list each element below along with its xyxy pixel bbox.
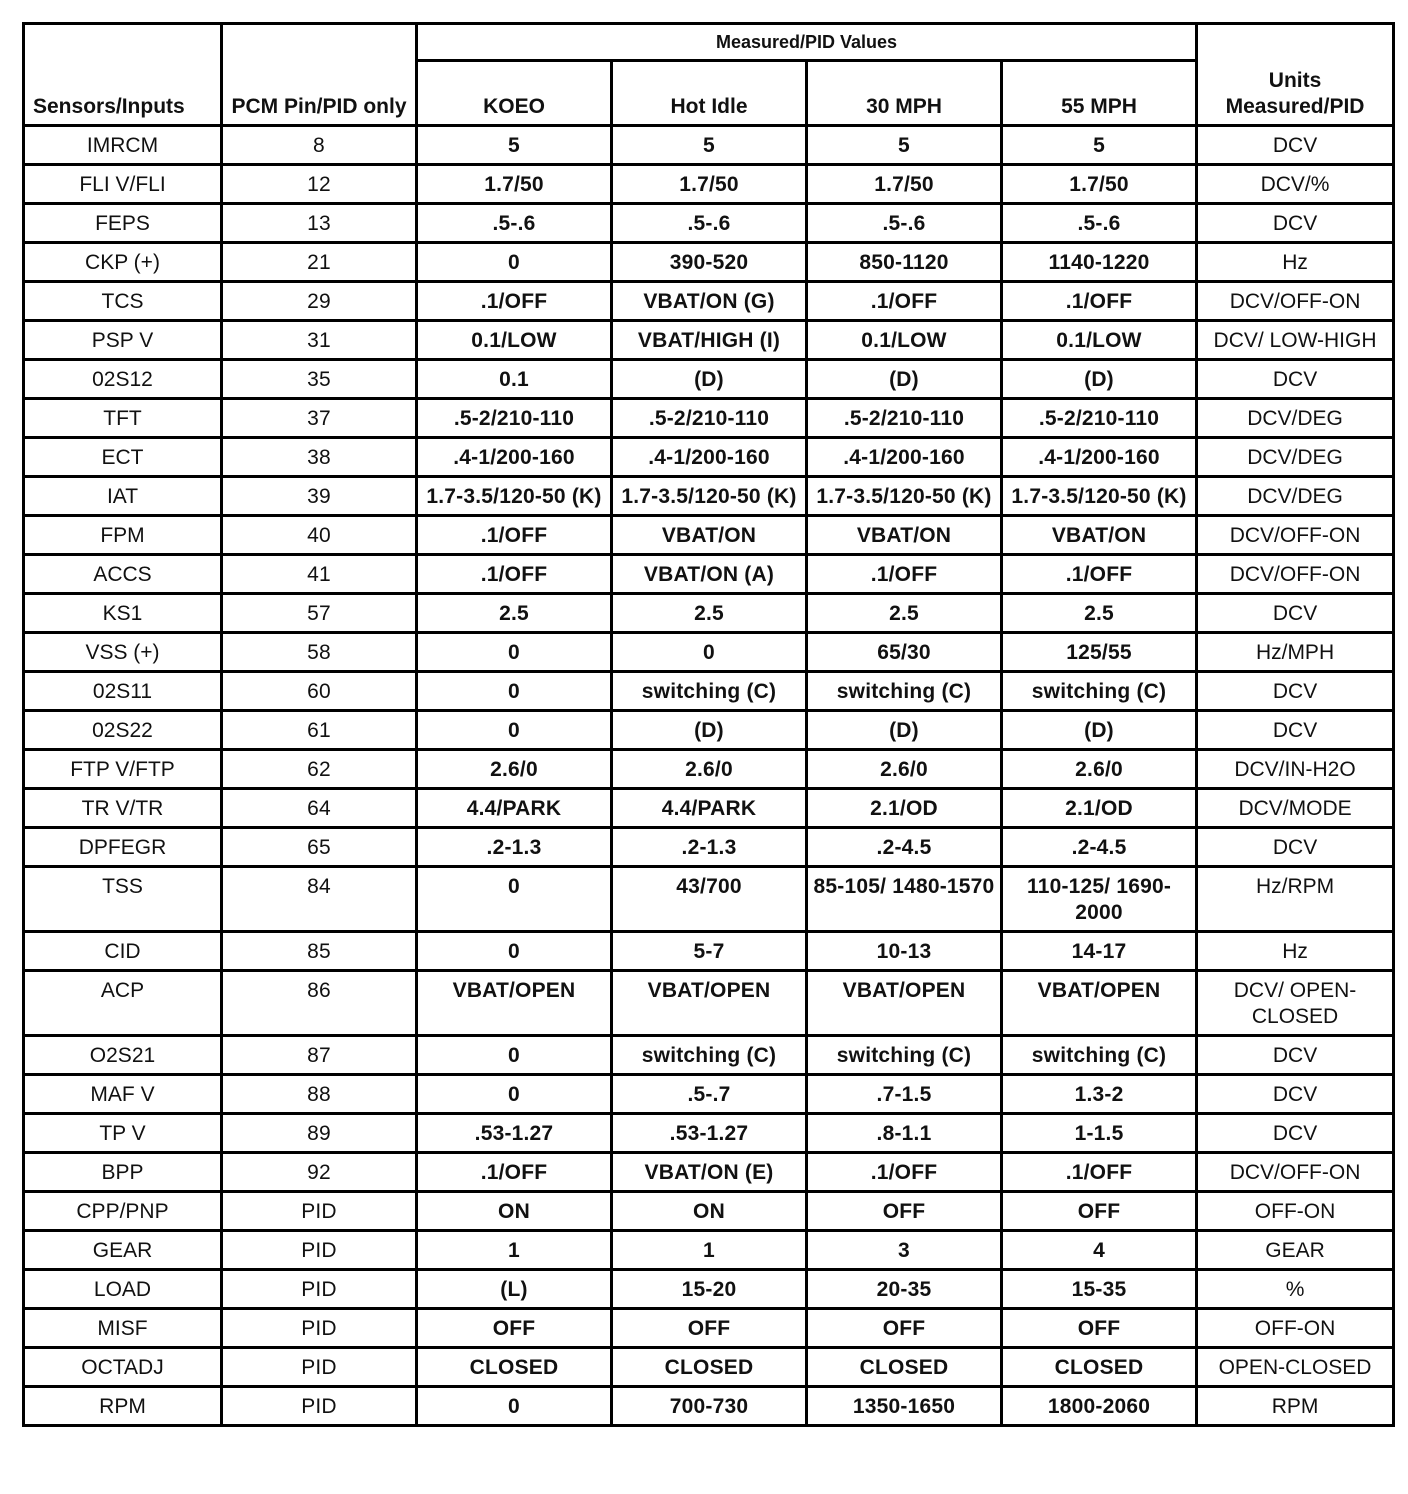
header-row-top xyxy=(24,24,1394,61)
55-mph-cell: .4-1/200-160 xyxy=(1002,438,1197,477)
sensor-cell: IMRCM xyxy=(24,126,222,165)
koeo-cell: 0 xyxy=(417,1036,612,1075)
units-cell: Hz xyxy=(1197,932,1394,971)
sensor-cell: FPM xyxy=(24,516,222,555)
hot-idle-cell: .2-1.3 xyxy=(612,828,807,867)
pin-cell: 58 xyxy=(222,633,417,672)
hot-idle-cell: .53-1.27 xyxy=(612,1114,807,1153)
koeo-cell: .2-1.3 xyxy=(417,828,612,867)
30-mph-cell: 10-13 xyxy=(807,932,1002,971)
pin-cell: 13 xyxy=(222,204,417,243)
hot-idle-cell: .4-1/200-160 xyxy=(612,438,807,477)
hot-idle-cell: 700-730 xyxy=(612,1387,807,1426)
sensor-cell: ACCS xyxy=(24,555,222,594)
table-row xyxy=(24,1075,1394,1114)
sensor-cell: FLI V/FLI xyxy=(24,165,222,204)
30-mph-cell: VBAT/ON xyxy=(807,516,1002,555)
55-mph-cell: 1140-1220 xyxy=(1002,243,1197,282)
koeo-cell: 0 xyxy=(417,1387,612,1426)
30-mph-cell: .1/OFF xyxy=(807,1153,1002,1192)
sensor-cell: MAF V xyxy=(24,1075,222,1114)
koeo-cell: .5-2/210-110 xyxy=(417,399,612,438)
55-mph-cell: CLOSED xyxy=(1002,1348,1197,1387)
30-mph-cell: switching (C) xyxy=(807,672,1002,711)
pin-cell: 61 xyxy=(222,711,417,750)
55-mph-cell: (D) xyxy=(1002,360,1197,399)
table-row xyxy=(24,828,1394,867)
units-cell: DCV/MODE xyxy=(1197,789,1394,828)
pin-cell: 84 xyxy=(222,867,417,932)
pin-cell: 35 xyxy=(222,360,417,399)
table-body xyxy=(24,126,1394,1426)
hot-idle-cell: OFF xyxy=(612,1309,807,1348)
koeo-cell: 1.7/50 xyxy=(417,165,612,204)
units-cell: DCV/DEG xyxy=(1197,477,1394,516)
hot-idle-cell: 2.6/0 xyxy=(612,750,807,789)
55-mph-cell: 1.7/50 xyxy=(1002,165,1197,204)
30-mph-cell: 20-35 xyxy=(807,1270,1002,1309)
units-cell: DCV xyxy=(1197,360,1394,399)
koeo-cell: 0 xyxy=(417,243,612,282)
header-hot-idle: Hot Idle xyxy=(612,61,807,126)
header-units: Units Measured/PID xyxy=(1197,24,1394,126)
hot-idle-cell: 15-20 xyxy=(612,1270,807,1309)
55-mph-cell: .1/OFF xyxy=(1002,282,1197,321)
30-mph-cell: (D) xyxy=(807,360,1002,399)
sensor-cell: TSS xyxy=(24,867,222,932)
header-koeo: KOEO xyxy=(417,61,612,126)
hot-idle-cell: .5-.7 xyxy=(612,1075,807,1114)
55-mph-cell: .2-4.5 xyxy=(1002,828,1197,867)
table-row xyxy=(24,477,1394,516)
pin-cell: 41 xyxy=(222,555,417,594)
koeo-cell: .5-.6 xyxy=(417,204,612,243)
sensor-cell: TR V/TR xyxy=(24,789,222,828)
sensor-cell: LOAD xyxy=(24,1270,222,1309)
pin-cell: 86 xyxy=(222,971,417,1036)
pin-cell: 92 xyxy=(222,1153,417,1192)
55-mph-cell: 2.6/0 xyxy=(1002,750,1197,789)
55-mph-cell: 2.5 xyxy=(1002,594,1197,633)
55-mph-cell: .5-2/210-110 xyxy=(1002,399,1197,438)
sensor-cell: ACP xyxy=(24,971,222,1036)
sensor-cell: DPFEGR xyxy=(24,828,222,867)
table-row xyxy=(24,1387,1394,1426)
hot-idle-cell: 1.7/50 xyxy=(612,165,807,204)
koeo-cell: 0.1 xyxy=(417,360,612,399)
sensor-cell: FEPS xyxy=(24,204,222,243)
55-mph-cell: VBAT/OPEN xyxy=(1002,971,1197,1036)
sensor-cell: GEAR xyxy=(24,1231,222,1270)
koeo-cell: .53-1.27 xyxy=(417,1114,612,1153)
55-mph-cell: 4 xyxy=(1002,1231,1197,1270)
koeo-cell: 0.1/LOW xyxy=(417,321,612,360)
hot-idle-cell: VBAT/HIGH (I) xyxy=(612,321,807,360)
30-mph-cell: 850-1120 xyxy=(807,243,1002,282)
koeo-cell: ON xyxy=(417,1192,612,1231)
sensor-cell: CID xyxy=(24,932,222,971)
table-row xyxy=(24,1309,1394,1348)
units-cell: DCV xyxy=(1197,1036,1394,1075)
table-row xyxy=(24,438,1394,477)
pin-cell: 60 xyxy=(222,672,417,711)
hot-idle-cell: .5-2/210-110 xyxy=(612,399,807,438)
55-mph-cell: 1.7-3.5/120-50 (K) xyxy=(1002,477,1197,516)
units-cell: DCV/ LOW-HIGH xyxy=(1197,321,1394,360)
table-row xyxy=(24,516,1394,555)
units-cell: Hz/MPH xyxy=(1197,633,1394,672)
pin-cell: 57 xyxy=(222,594,417,633)
table-row xyxy=(24,204,1394,243)
koeo-cell: 0 xyxy=(417,932,612,971)
koeo-cell: VBAT/OPEN xyxy=(417,971,612,1036)
hot-idle-cell: VBAT/ON xyxy=(612,516,807,555)
pin-cell: PID xyxy=(222,1192,417,1231)
units-cell: DCV/OFF-ON xyxy=(1197,282,1394,321)
pin-cell: 29 xyxy=(222,282,417,321)
table-row xyxy=(24,1192,1394,1231)
hot-idle-cell: 1 xyxy=(612,1231,807,1270)
30-mph-cell: OFF xyxy=(807,1192,1002,1231)
pin-cell: 37 xyxy=(222,399,417,438)
table-row xyxy=(24,282,1394,321)
pin-cell: 62 xyxy=(222,750,417,789)
55-mph-cell: 1-1.5 xyxy=(1002,1114,1197,1153)
pin-cell: PID xyxy=(222,1348,417,1387)
units-cell: OFF-ON xyxy=(1197,1192,1394,1231)
units-cell: DCV xyxy=(1197,204,1394,243)
hot-idle-cell: .5-.6 xyxy=(612,204,807,243)
units-cell: DCV xyxy=(1197,1075,1394,1114)
sensor-cell: 02S11 xyxy=(24,672,222,711)
table-row xyxy=(24,1231,1394,1270)
koeo-cell: 0 xyxy=(417,672,612,711)
table-row xyxy=(24,399,1394,438)
units-cell: % xyxy=(1197,1270,1394,1309)
koeo-cell: .1/OFF xyxy=(417,516,612,555)
55-mph-cell: 1.3-2 xyxy=(1002,1075,1197,1114)
pin-cell: 88 xyxy=(222,1075,417,1114)
koeo-cell: 1.7-3.5/120-50 (K) xyxy=(417,477,612,516)
30-mph-cell: 0.1/LOW xyxy=(807,321,1002,360)
koeo-cell: (L) xyxy=(417,1270,612,1309)
table-row xyxy=(24,789,1394,828)
30-mph-cell: 1.7/50 xyxy=(807,165,1002,204)
30-mph-cell: .8-1.1 xyxy=(807,1114,1002,1153)
units-cell: DCV/DEG xyxy=(1197,399,1394,438)
30-mph-cell: 1350-1650 xyxy=(807,1387,1002,1426)
units-cell: DCV/DEG xyxy=(1197,438,1394,477)
30-mph-cell: VBAT/OPEN xyxy=(807,971,1002,1036)
table-row xyxy=(24,711,1394,750)
units-cell: GEAR xyxy=(1197,1231,1394,1270)
units-cell: Hz/RPM xyxy=(1197,867,1394,932)
pin-cell: 12 xyxy=(222,165,417,204)
pin-cell: 38 xyxy=(222,438,417,477)
table-row xyxy=(24,126,1394,165)
hot-idle-cell: 2.5 xyxy=(612,594,807,633)
header-pin: PCM Pin/PID only xyxy=(222,24,417,126)
sensor-cell: VSS (+) xyxy=(24,633,222,672)
sensor-cell: ECT xyxy=(24,438,222,477)
55-mph-cell: 15-35 xyxy=(1002,1270,1197,1309)
units-cell: DCV/% xyxy=(1197,165,1394,204)
sensor-cell: CPP/PNP xyxy=(24,1192,222,1231)
55-mph-cell: .1/OFF xyxy=(1002,1153,1197,1192)
55-mph-cell: 0.1/LOW xyxy=(1002,321,1197,360)
hot-idle-cell: VBAT/ON (A) xyxy=(612,555,807,594)
pid-values-table xyxy=(22,22,1395,1427)
sensor-cell: FTP V/FTP xyxy=(24,750,222,789)
koeo-cell: 2.6/0 xyxy=(417,750,612,789)
55-mph-cell: .1/OFF xyxy=(1002,555,1197,594)
55-mph-cell: switching (C) xyxy=(1002,672,1197,711)
koeo-cell: .4-1/200-160 xyxy=(417,438,612,477)
55-mph-cell: switching (C) xyxy=(1002,1036,1197,1075)
55-mph-cell: VBAT/ON xyxy=(1002,516,1197,555)
units-cell: OPEN-CLOSED xyxy=(1197,1348,1394,1387)
55-mph-cell: 14-17 xyxy=(1002,932,1197,971)
sensor-cell: BPP xyxy=(24,1153,222,1192)
koeo-cell: 0 xyxy=(417,1075,612,1114)
pin-cell: 65 xyxy=(222,828,417,867)
hot-idle-cell: 0 xyxy=(612,633,807,672)
hot-idle-cell: 390-520 xyxy=(612,243,807,282)
table-row xyxy=(24,672,1394,711)
hot-idle-cell: 1.7-3.5/120-50 (K) xyxy=(612,477,807,516)
30-mph-cell: 1.7-3.5/120-50 (K) xyxy=(807,477,1002,516)
sensor-cell: OCTADJ xyxy=(24,1348,222,1387)
table-row xyxy=(24,321,1394,360)
30-mph-cell: .2-4.5 xyxy=(807,828,1002,867)
table-row xyxy=(24,1036,1394,1075)
30-mph-cell: 2.6/0 xyxy=(807,750,1002,789)
koeo-cell: 5 xyxy=(417,126,612,165)
hot-idle-cell: (D) xyxy=(612,360,807,399)
units-cell: DCV xyxy=(1197,1114,1394,1153)
hot-idle-cell: 5 xyxy=(612,126,807,165)
hot-idle-cell: 43/700 xyxy=(612,867,807,932)
30-mph-cell: CLOSED xyxy=(807,1348,1002,1387)
header-30-mph: 30 MPH xyxy=(807,61,1002,126)
units-cell: Hz xyxy=(1197,243,1394,282)
units-cell: DCV/OFF-ON xyxy=(1197,555,1394,594)
55-mph-cell: OFF xyxy=(1002,1309,1197,1348)
koeo-cell: 2.5 xyxy=(417,594,612,633)
55-mph-cell: (D) xyxy=(1002,711,1197,750)
table-row xyxy=(24,360,1394,399)
30-mph-cell: .4-1/200-160 xyxy=(807,438,1002,477)
units-cell: DCV xyxy=(1197,828,1394,867)
table-row xyxy=(24,165,1394,204)
header-sensors: Sensors/Inputs xyxy=(24,24,222,126)
sensor-cell: IAT xyxy=(24,477,222,516)
koeo-cell: 0 xyxy=(417,633,612,672)
hot-idle-cell: ON xyxy=(612,1192,807,1231)
table-row xyxy=(24,1270,1394,1309)
hot-idle-cell: switching (C) xyxy=(612,672,807,711)
koeo-cell: 0 xyxy=(417,867,612,932)
table-row xyxy=(24,971,1394,1036)
pin-cell: PID xyxy=(222,1309,417,1348)
pin-cell: 40 xyxy=(222,516,417,555)
55-mph-cell: 110-125/ 1690-2000 xyxy=(1002,867,1197,932)
koeo-cell: .1/OFF xyxy=(417,1153,612,1192)
header-measured-group: Measured/PID Values xyxy=(417,24,1197,61)
hot-idle-cell: 5-7 xyxy=(612,932,807,971)
55-mph-cell: 5 xyxy=(1002,126,1197,165)
30-mph-cell: (D) xyxy=(807,711,1002,750)
hot-idle-cell: VBAT/ON (G) xyxy=(612,282,807,321)
sensor-cell: TCS xyxy=(24,282,222,321)
koeo-cell: 1 xyxy=(417,1231,612,1270)
koeo-cell: 0 xyxy=(417,711,612,750)
30-mph-cell: 65/30 xyxy=(807,633,1002,672)
pin-cell: 31 xyxy=(222,321,417,360)
30-mph-cell: .1/OFF xyxy=(807,555,1002,594)
units-cell: RPM xyxy=(1197,1387,1394,1426)
sensor-cell: TP V xyxy=(24,1114,222,1153)
table-row xyxy=(24,1348,1394,1387)
koeo-cell: 4.4/PARK xyxy=(417,789,612,828)
sensor-cell: 02S12 xyxy=(24,360,222,399)
table-row xyxy=(24,932,1394,971)
sensor-cell: CKP (+) xyxy=(24,243,222,282)
units-cell: OFF-ON xyxy=(1197,1309,1394,1348)
pin-cell: 85 xyxy=(222,932,417,971)
pin-cell: 21 xyxy=(222,243,417,282)
30-mph-cell: 2.5 xyxy=(807,594,1002,633)
units-cell: DCV/OFF-ON xyxy=(1197,516,1394,555)
units-cell: DCV/OFF-ON xyxy=(1197,1153,1394,1192)
sensor-cell: O2S21 xyxy=(24,1036,222,1075)
30-mph-cell: .5-2/210-110 xyxy=(807,399,1002,438)
table-row xyxy=(24,243,1394,282)
units-cell: DCV xyxy=(1197,126,1394,165)
hot-idle-cell: 4.4/PARK xyxy=(612,789,807,828)
koeo-cell: .1/OFF xyxy=(417,555,612,594)
sensor-cell: 02S22 xyxy=(24,711,222,750)
30-mph-cell: 85-105/ 1480-1570 xyxy=(807,867,1002,932)
pin-cell: PID xyxy=(222,1270,417,1309)
units-cell: DCV/ OPEN-CLOSED xyxy=(1197,971,1394,1036)
header-55-mph: 55 MPH xyxy=(1002,61,1197,126)
hot-idle-cell: CLOSED xyxy=(612,1348,807,1387)
30-mph-cell: 3 xyxy=(807,1231,1002,1270)
pin-cell: PID xyxy=(222,1231,417,1270)
hot-idle-cell: switching (C) xyxy=(612,1036,807,1075)
sensor-cell: PSP V xyxy=(24,321,222,360)
koeo-cell: OFF xyxy=(417,1309,612,1348)
table-row xyxy=(24,750,1394,789)
pin-cell: 39 xyxy=(222,477,417,516)
units-cell: DCV xyxy=(1197,711,1394,750)
pin-cell: PID xyxy=(222,1387,417,1426)
koeo-cell: .1/OFF xyxy=(417,282,612,321)
55-mph-cell: 1800-2060 xyxy=(1002,1387,1197,1426)
table-row xyxy=(24,594,1394,633)
55-mph-cell: 2.1/OD xyxy=(1002,789,1197,828)
30-mph-cell: switching (C) xyxy=(807,1036,1002,1075)
30-mph-cell: 5 xyxy=(807,126,1002,165)
30-mph-cell: OFF xyxy=(807,1309,1002,1348)
30-mph-cell: .1/OFF xyxy=(807,282,1002,321)
sensor-cell: RPM xyxy=(24,1387,222,1426)
units-cell: DCV/IN-H2O xyxy=(1197,750,1394,789)
hot-idle-cell: (D) xyxy=(612,711,807,750)
table-row xyxy=(24,1114,1394,1153)
hot-idle-cell: VBAT/OPEN xyxy=(612,971,807,1036)
55-mph-cell: .5-.6 xyxy=(1002,204,1197,243)
units-cell: DCV xyxy=(1197,672,1394,711)
koeo-cell: CLOSED xyxy=(417,1348,612,1387)
sensor-cell: MISF xyxy=(24,1309,222,1348)
pin-cell: 87 xyxy=(222,1036,417,1075)
sensor-cell: KS1 xyxy=(24,594,222,633)
units-cell: DCV xyxy=(1197,594,1394,633)
30-mph-cell: .7-1.5 xyxy=(807,1075,1002,1114)
table-row xyxy=(24,633,1394,672)
55-mph-cell: OFF xyxy=(1002,1192,1197,1231)
sensor-cell: TFT xyxy=(24,399,222,438)
30-mph-cell: 2.1/OD xyxy=(807,789,1002,828)
pin-cell: 89 xyxy=(222,1114,417,1153)
table-row xyxy=(24,867,1394,932)
table-row xyxy=(24,1153,1394,1192)
table-row xyxy=(24,555,1394,594)
hot-idle-cell: VBAT/ON (E) xyxy=(612,1153,807,1192)
30-mph-cell: .5-.6 xyxy=(807,204,1002,243)
pin-cell: 8 xyxy=(222,126,417,165)
55-mph-cell: 125/55 xyxy=(1002,633,1197,672)
pin-cell: 64 xyxy=(222,789,417,828)
